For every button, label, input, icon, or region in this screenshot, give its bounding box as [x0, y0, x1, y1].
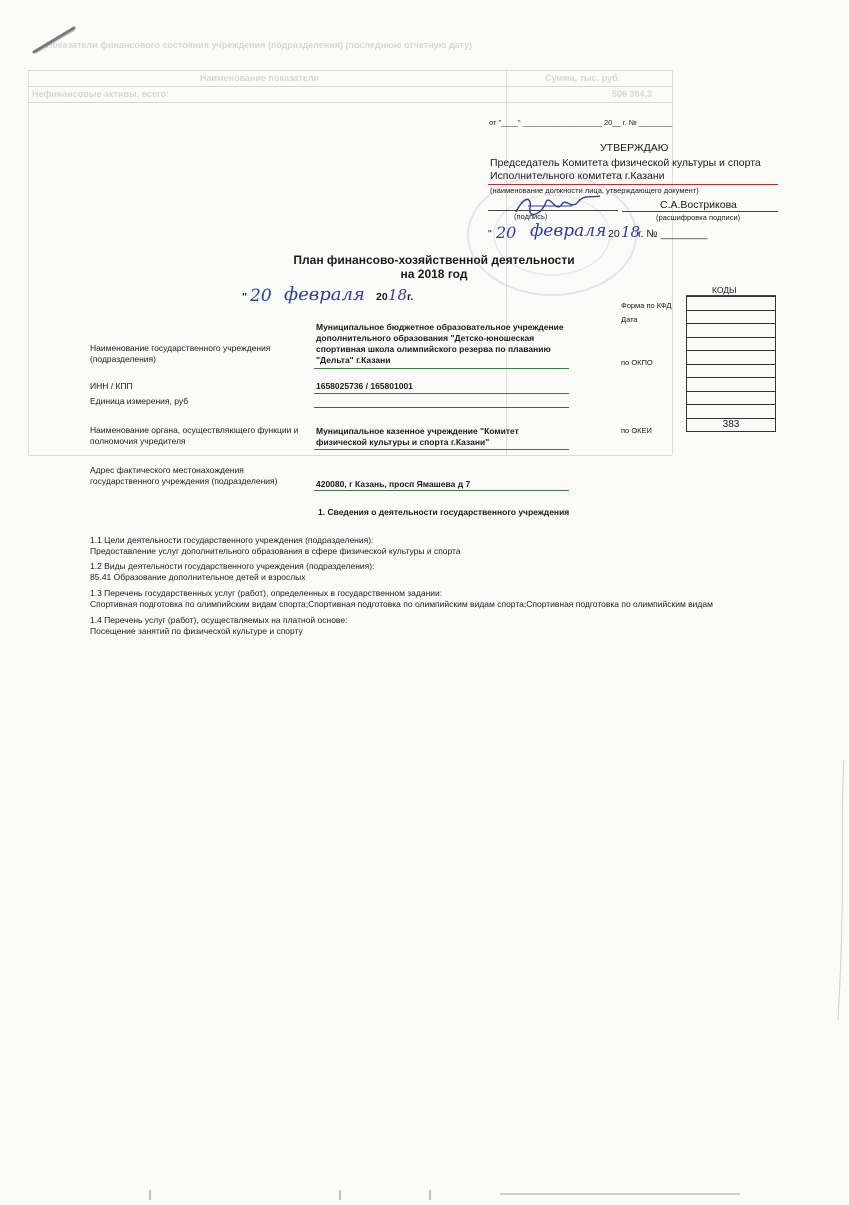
address-label: Адрес фактического местонахождения государственного учреждения (подразделения): [90, 465, 278, 486]
code-blank-5: [687, 391, 776, 405]
code-blank-3: [687, 364, 776, 378]
bleed-heading: Показатели финансового состояния учреждения (подразделения) (последнюю отчетную дату): [46, 40, 473, 50]
approval-date: [488, 221, 728, 242]
approval-date-month: февраля: [530, 221, 607, 241]
from-line: от "____" ___________________ 20__ г. № ________: [489, 118, 673, 127]
code-okei: 383: [687, 418, 776, 432]
inn-value: 1658025736 / 165801001: [316, 381, 413, 391]
plan-date-year-prefix: 20: [376, 291, 388, 303]
bleed-col1: Наименование показателя: [200, 73, 319, 83]
founder-label: Наименование органа, осуществляющего функции и полномочия учредителя: [90, 425, 299, 446]
approval-date-year-suffix: 18: [621, 223, 641, 241]
codes-header: КОДЫ: [712, 285, 737, 295]
approval-date-suffix: г. № ________: [638, 228, 708, 240]
kinds-label: 1.2 Виды деятельности государственного учреждения (подразделения):: [90, 561, 375, 571]
plan-date-year-suffix: 18: [388, 286, 408, 304]
services-value: Спортивная подготовка по олимпийским видам спорта;Спортивная подготовка по олимпийским видам спорта;Спортивная подготовка по олимпийским видам: [90, 599, 713, 609]
codes-form-label: Форма по КФД: [621, 301, 672, 310]
goals-value: Предоставление услуг дополнительного образования в сфере физической культуры и спорта: [90, 546, 461, 556]
approval-position-caption: (наименование должности лица, утверждающего документ): [490, 186, 699, 195]
institution-name-label: Наименование государственного учреждения (подразделения): [90, 343, 271, 364]
inn-label: ИНН / КПП: [90, 381, 133, 391]
founder-value: Муниципальное казенное учреждение "Комитет физической культуры и спорта г.Казани": [316, 426, 519, 447]
approval-date-year-prefix: 20: [608, 228, 620, 240]
staple-mark: [30, 22, 78, 56]
plan-date-month: февраля: [284, 284, 365, 305]
approval-title: УТВЕРЖДАЮ: [600, 142, 669, 154]
approval-position-line1: Председатель Комитета физической культуры и спорта: [490, 157, 761, 169]
plan-title-line1: План финансово-хозяйственной деятельности: [293, 253, 575, 267]
bleed-col2: Сумма, тыс. руб.: [545, 73, 621, 83]
plan-date-suffix: г.: [407, 291, 414, 303]
plan-date-day: 20: [250, 286, 272, 306]
address-value: 420080, г Казань, просп Ямашева д 7: [316, 479, 471, 489]
paid-value: Посещение занятий по физической культуре и спорту: [90, 626, 303, 636]
code-blank-2: [687, 337, 776, 351]
bleed-row1-value: 506 384,3: [612, 89, 653, 99]
signature-name: С.А.Вострикова: [660, 199, 737, 211]
codes-table: [686, 296, 776, 432]
code-blank-1: [687, 324, 776, 338]
scan-edge-right: [828, 760, 848, 1020]
plan-date: " 20 февраля 20 18 г.: [242, 284, 414, 306]
code-form: [687, 297, 776, 311]
code-okpo: [687, 351, 776, 365]
scan-edge-bottom: [0, 1186, 849, 1200]
plan-title-line2: на 2018 год: [400, 267, 468, 281]
unit-label: Единица измерения, руб: [90, 396, 189, 406]
section1-title: 1. Сведения о деятельности государственного учреждения: [318, 507, 570, 517]
services-label: 1.3 Перечень государственных услуг (работ), определенных в государственном задании:: [90, 588, 443, 598]
name-caption: (расшифровка подписи): [656, 213, 741, 222]
codes-okpo-label: по ОКПО: [621, 358, 653, 367]
bleed-row1: Нефинансовые активы, всего:: [32, 89, 170, 99]
goals-label: 1.1 Цели деятельности государственного учреждения (подразделения):: [90, 535, 374, 545]
signature-caption: (подпись): [514, 212, 548, 221]
code-date: [687, 310, 776, 324]
institution-name-value: Муниципальное бюджетное образовательное учреждение дополнительного образования "Детско-юношеская спортивная школа олимпийского резерва по плаванию "Дельта" г.Казани: [316, 322, 564, 365]
codes-okei-label: по ОКЕИ: [621, 426, 652, 435]
approval-date-quote: ": [488, 228, 492, 240]
approval-date-day: 20: [496, 223, 517, 242]
code-blank-4: [687, 378, 776, 392]
code-blank-6: [687, 405, 776, 419]
paid-label: 1.4 Перечень услуг (работ), осуществляемых на платной основе:: [90, 615, 348, 625]
codes-date-label: Дата: [621, 315, 638, 324]
approval-position-line2: Исполнительного комитета г.Казани: [490, 170, 665, 182]
kinds-value: 85.41 Образование дополнительное детей и взрослых: [90, 572, 306, 582]
